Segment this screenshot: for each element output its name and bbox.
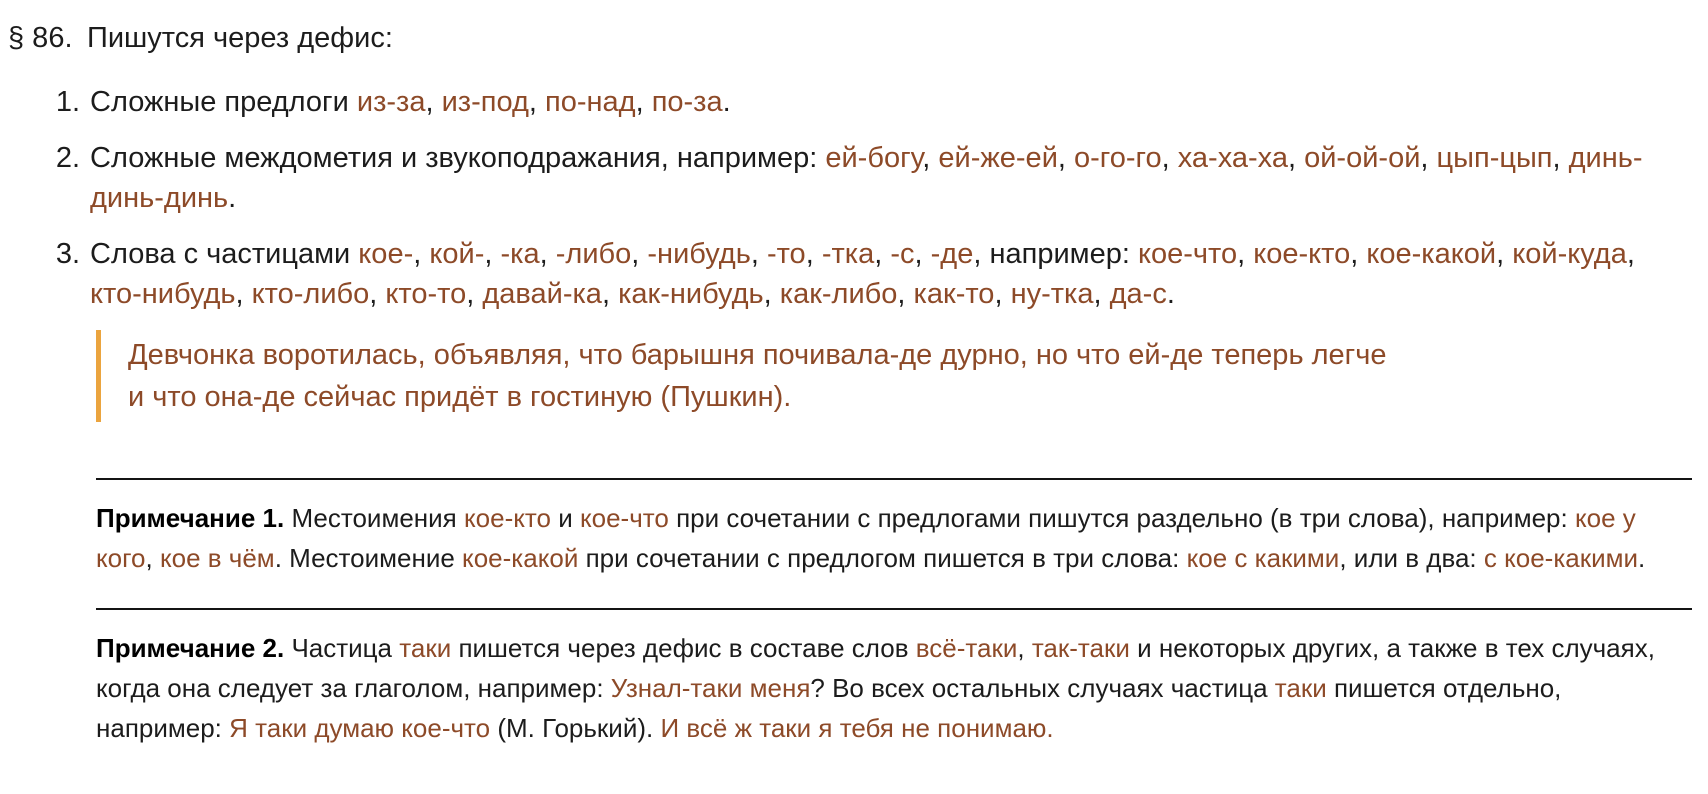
example-word: ей-же-ей bbox=[938, 142, 1058, 174]
text-segment: Примечание 2. bbox=[96, 633, 285, 663]
example-word: как-то bbox=[913, 278, 995, 310]
example-word: кое-кто bbox=[1253, 238, 1351, 270]
example-word: кое с какими bbox=[1186, 543, 1340, 573]
example-word: о-го-го bbox=[1074, 142, 1162, 174]
text-segment: , bbox=[601, 278, 619, 310]
rules-list bbox=[8, 82, 1692, 314]
text-segment: Примечание 1. bbox=[96, 503, 285, 533]
text-segment: , bbox=[484, 238, 501, 270]
example-word: таки bbox=[1274, 673, 1327, 703]
rule-item-1-text bbox=[90, 82, 1692, 122]
rule-item-2 bbox=[8, 138, 1692, 218]
example-word: кой-куда bbox=[1512, 238, 1627, 270]
example-word: кое-кто bbox=[463, 503, 551, 533]
rule-item-3 bbox=[8, 234, 1692, 314]
text-segment: , bbox=[145, 543, 160, 573]
example-word: ну-тка bbox=[1010, 278, 1094, 310]
text-segment: , bbox=[897, 278, 914, 310]
text-segment: ? Во всех остальных случаях частица bbox=[810, 673, 1275, 703]
quote-line: и что она-де сейчас придёт в гостиную (Пушкин). bbox=[128, 381, 792, 413]
text-segment: . bbox=[1638, 543, 1646, 573]
rule-item-3-number: 3. bbox=[55, 238, 80, 270]
text-segment: , bbox=[1552, 142, 1569, 174]
example-word: по-за bbox=[651, 86, 723, 118]
example-quote bbox=[96, 330, 1692, 422]
example-word: кто-либо bbox=[251, 278, 370, 310]
example-word: -ка bbox=[500, 238, 540, 270]
example-word: -де bbox=[930, 238, 974, 270]
text-segment: , bbox=[1093, 278, 1110, 310]
example-word: из-под bbox=[441, 86, 529, 118]
rule-item-3-text bbox=[90, 234, 1692, 314]
example-word: И всё ж таки я тебя не понимаю. bbox=[660, 713, 1054, 743]
example-word: всё-таки bbox=[915, 633, 1018, 663]
example-word: кое у кого bbox=[96, 503, 1636, 573]
example-word: кое-что bbox=[579, 503, 669, 533]
text-segment: , bbox=[1237, 238, 1254, 270]
text-segment: , bbox=[922, 142, 939, 174]
text-segment: . bbox=[1166, 278, 1175, 310]
example-word: кое-что bbox=[1137, 238, 1238, 270]
example-word: -нибудь bbox=[647, 238, 751, 270]
example-word: цып-цып bbox=[1436, 142, 1553, 174]
section-number: § 86. bbox=[8, 22, 73, 54]
text-segment: Слова с частицами bbox=[90, 238, 359, 270]
text-segment: Частица bbox=[284, 633, 400, 663]
text-segment: , bbox=[1420, 142, 1437, 174]
text-segment: , bbox=[369, 278, 386, 310]
example-word: кто-нибудь bbox=[90, 278, 236, 310]
example-word: кое- bbox=[358, 238, 414, 270]
example-word: да-с bbox=[1109, 278, 1167, 310]
text-segment: . bbox=[228, 182, 237, 214]
example-word: -тка bbox=[821, 238, 875, 270]
text-segment: Сложные предлоги bbox=[90, 86, 357, 118]
text-segment: . Местоимение bbox=[274, 543, 463, 573]
text-segment: , bbox=[1161, 142, 1178, 174]
text-segment: Сложные междометия и звукоподражания, например: bbox=[90, 142, 826, 174]
note-1-text bbox=[96, 498, 1692, 578]
note-2 bbox=[96, 608, 1692, 748]
text-segment: , bbox=[235, 278, 252, 310]
text-segment: , bbox=[635, 86, 652, 118]
text-segment: , bbox=[1496, 238, 1513, 270]
example-word: как-либо bbox=[779, 278, 898, 310]
text-segment: , bbox=[1017, 633, 1032, 663]
note-1 bbox=[96, 478, 1692, 578]
example-word: -с bbox=[890, 238, 915, 270]
section-heading bbox=[8, 18, 1692, 58]
text-segment: , bbox=[413, 238, 430, 270]
text-segment: Местоимения bbox=[284, 503, 464, 533]
example-word: Узнал-таки меня bbox=[610, 673, 811, 703]
text-segment: , bbox=[763, 278, 780, 310]
example-word: как-нибудь bbox=[618, 278, 764, 310]
text-segment: и bbox=[550, 503, 580, 533]
example-word: ха-ха-ха bbox=[1177, 142, 1288, 174]
text-segment: , bbox=[1057, 142, 1075, 174]
text-segment: . bbox=[722, 86, 731, 118]
text-segment: , bbox=[425, 86, 442, 118]
text-segment: , bbox=[1626, 238, 1635, 270]
example-word: таки bbox=[399, 633, 452, 663]
rule-item-1-number: 1. bbox=[55, 86, 80, 118]
example-word: -либо bbox=[555, 238, 632, 270]
text-segment: (М. Горький). bbox=[490, 713, 661, 743]
example-word: с кое-какими bbox=[1483, 543, 1639, 573]
text-segment: , bbox=[631, 238, 648, 270]
text-segment: , bbox=[539, 238, 556, 270]
example-word: кое-какой bbox=[462, 543, 579, 573]
text-segment: , bbox=[750, 238, 767, 270]
text-segment: пишется через дефис в составе слов bbox=[451, 633, 916, 663]
rule-item-2-text bbox=[90, 138, 1692, 218]
quote-line: Девчонка воротилась, объявляя, что барышня почивала-де дурно, но что ей-де теперь легче bbox=[128, 339, 1387, 371]
text-segment: , bbox=[1287, 142, 1305, 174]
text-segment: , bbox=[994, 278, 1011, 310]
example-word: кой- bbox=[429, 238, 485, 270]
text-segment: при сочетании с предлогом пишется в три слова: bbox=[578, 543, 1187, 573]
example-word: из-за bbox=[356, 86, 426, 118]
text-segment: , bbox=[1350, 238, 1367, 270]
text-segment: , или в два: bbox=[1339, 543, 1484, 573]
quote-text bbox=[128, 334, 1692, 418]
rule-item-1 bbox=[8, 82, 1692, 122]
example-word: давай-ка bbox=[482, 278, 602, 310]
text-segment: , bbox=[914, 238, 931, 270]
example-word: ой-ой-ой bbox=[1304, 142, 1421, 174]
text-segment: , bbox=[466, 278, 483, 310]
text-segment: , например: bbox=[973, 238, 1138, 270]
text-segment: и некоторых других, а также в тех случаях, когда она следует за глаголом, например: bbox=[96, 633, 1655, 703]
example-word: динь-динь-динь bbox=[90, 142, 1643, 214]
example-word: -то bbox=[766, 238, 806, 270]
text-segment: , bbox=[528, 86, 545, 118]
example-word: по-над bbox=[545, 86, 636, 118]
example-word: кое в чём bbox=[159, 543, 275, 573]
example-word: так-таки bbox=[1031, 633, 1130, 663]
text-segment: пишется отдельно, например: bbox=[96, 673, 1562, 743]
example-word: Я таки думаю кое-что bbox=[229, 713, 491, 743]
text-segment: , bbox=[874, 238, 891, 270]
example-word: кто-то bbox=[385, 278, 467, 310]
text-segment: при сочетании с предлогами пишутся раздельно (в три слова), например: bbox=[668, 503, 1575, 533]
note-2-text bbox=[96, 628, 1692, 748]
example-word: ей-богу bbox=[825, 142, 923, 174]
section-title: Пишутся через дефис: bbox=[87, 22, 393, 54]
text-segment: , bbox=[805, 238, 822, 270]
example-word: кое-какой bbox=[1366, 238, 1497, 270]
rule-item-2-number: 2. bbox=[55, 142, 80, 174]
